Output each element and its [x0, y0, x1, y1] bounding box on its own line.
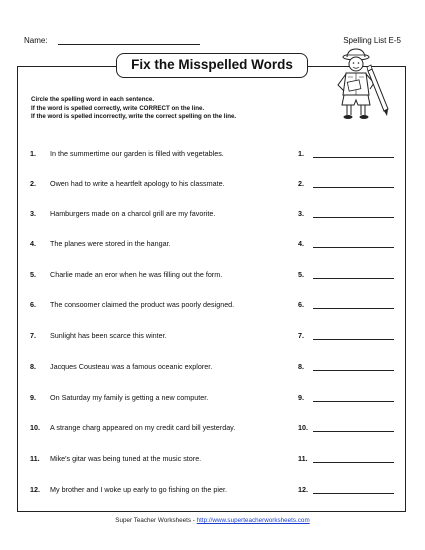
question-number: 12. — [30, 485, 40, 494]
question-row — [0, 270, 425, 282]
instructions — [31, 96, 331, 122]
answer-line[interactable] — [313, 401, 394, 402]
question-number: 7. — [30, 331, 36, 340]
answer-line[interactable] — [313, 217, 394, 218]
question-sentence: The planes were stored in the hangar. — [50, 239, 171, 248]
answer-number: 6. — [298, 300, 304, 309]
answer-number: 8. — [298, 362, 304, 371]
question-row — [0, 362, 425, 374]
question-sentence: A strange charg appeared on my credit card bill yesterday. — [50, 423, 236, 432]
question-sentence: Jacques Cousteau was a famous oceanic explorer. — [50, 362, 213, 371]
answer-line[interactable] — [313, 308, 394, 309]
question-number: 6. — [30, 300, 36, 309]
question-row — [0, 179, 425, 191]
name-line[interactable] — [58, 44, 200, 45]
teacher-boy-with-pencil-icon — [326, 47, 398, 121]
footer-separator: - — [192, 517, 195, 524]
question-number: 2. — [30, 179, 36, 188]
answer-number: 12. — [298, 485, 308, 494]
question-sentence: Owen had to write a heartfelt apology to his classmate. — [50, 179, 225, 188]
answer-line[interactable] — [313, 339, 394, 340]
footer-site-name: Super Teacher Worksheets — [115, 517, 192, 524]
question-number: 4. — [30, 239, 36, 248]
answer-line[interactable] — [313, 157, 394, 158]
question-row — [0, 149, 425, 161]
answer-line[interactable] — [313, 187, 394, 188]
answer-line[interactable] — [313, 278, 394, 279]
answer-number: 11. — [298, 454, 308, 463]
question-number: 11. — [30, 454, 40, 463]
answer-line[interactable] — [313, 370, 394, 371]
question-number: 10. — [30, 423, 40, 432]
question-sentence: My brother and I woke up early to go fishing on the pier. — [50, 485, 227, 494]
question-sentence: In the summertime our garden is filled with vegetables. — [50, 149, 224, 158]
instruction-line: If the word is spelled correctly, write CORRECT on the line. — [31, 104, 205, 112]
question-number: 5. — [30, 270, 36, 279]
question-row — [0, 239, 425, 251]
footer-url-link[interactable]: http://www.superteacherworksheets.com — [196, 517, 310, 524]
question-row — [0, 423, 425, 435]
question-number: 9. — [30, 393, 36, 402]
question-row — [0, 393, 425, 405]
answer-line[interactable] — [313, 462, 394, 463]
question-row — [0, 485, 425, 497]
answer-number: 9. — [298, 393, 304, 402]
instruction-line: If the word is spelled incorrectly, write the correct spelling on the line. — [31, 113, 237, 121]
answer-number: 2. — [298, 179, 304, 188]
question-row — [0, 454, 425, 466]
footer — [0, 517, 425, 524]
worksheet-title: Fix the Misspelled Words — [116, 53, 308, 78]
answer-line[interactable] — [313, 431, 394, 432]
question-number: 1. — [30, 149, 36, 158]
question-number: 3. — [30, 209, 36, 218]
answer-line[interactable] — [313, 493, 394, 494]
question-row — [0, 331, 425, 343]
question-sentence: On Saturday my family is getting a new computer. — [50, 393, 209, 402]
question-sentence: Mike's gitar was being tuned at the music store. — [50, 454, 202, 463]
question-sentence: Charlie made an eror when he was filling out the form. — [50, 270, 223, 279]
answer-number: 1. — [298, 149, 304, 158]
question-row — [0, 209, 425, 221]
question-sentence: Hamburgers made on a charcol grill are my favorite. — [50, 209, 216, 218]
spelling-list-label: Spelling List E-5 — [343, 36, 401, 45]
answer-number: 10. — [298, 423, 308, 432]
answer-number: 7. — [298, 331, 304, 340]
name-label: Name: — [24, 36, 48, 45]
answer-number: 5. — [298, 270, 304, 279]
question-row — [0, 300, 425, 312]
question-number: 8. — [30, 362, 36, 371]
answer-line[interactable] — [313, 247, 394, 248]
instruction-line: Circle the spelling word in each sentence. — [31, 96, 155, 103]
question-sentence: Sunlight has been scarce this winter. — [50, 331, 167, 340]
worksheet-frame — [17, 66, 406, 512]
question-sentence: The consoomer claimed the product was poorly designed. — [50, 300, 235, 309]
answer-number: 4. — [298, 239, 304, 248]
answer-number: 3. — [298, 209, 304, 218]
